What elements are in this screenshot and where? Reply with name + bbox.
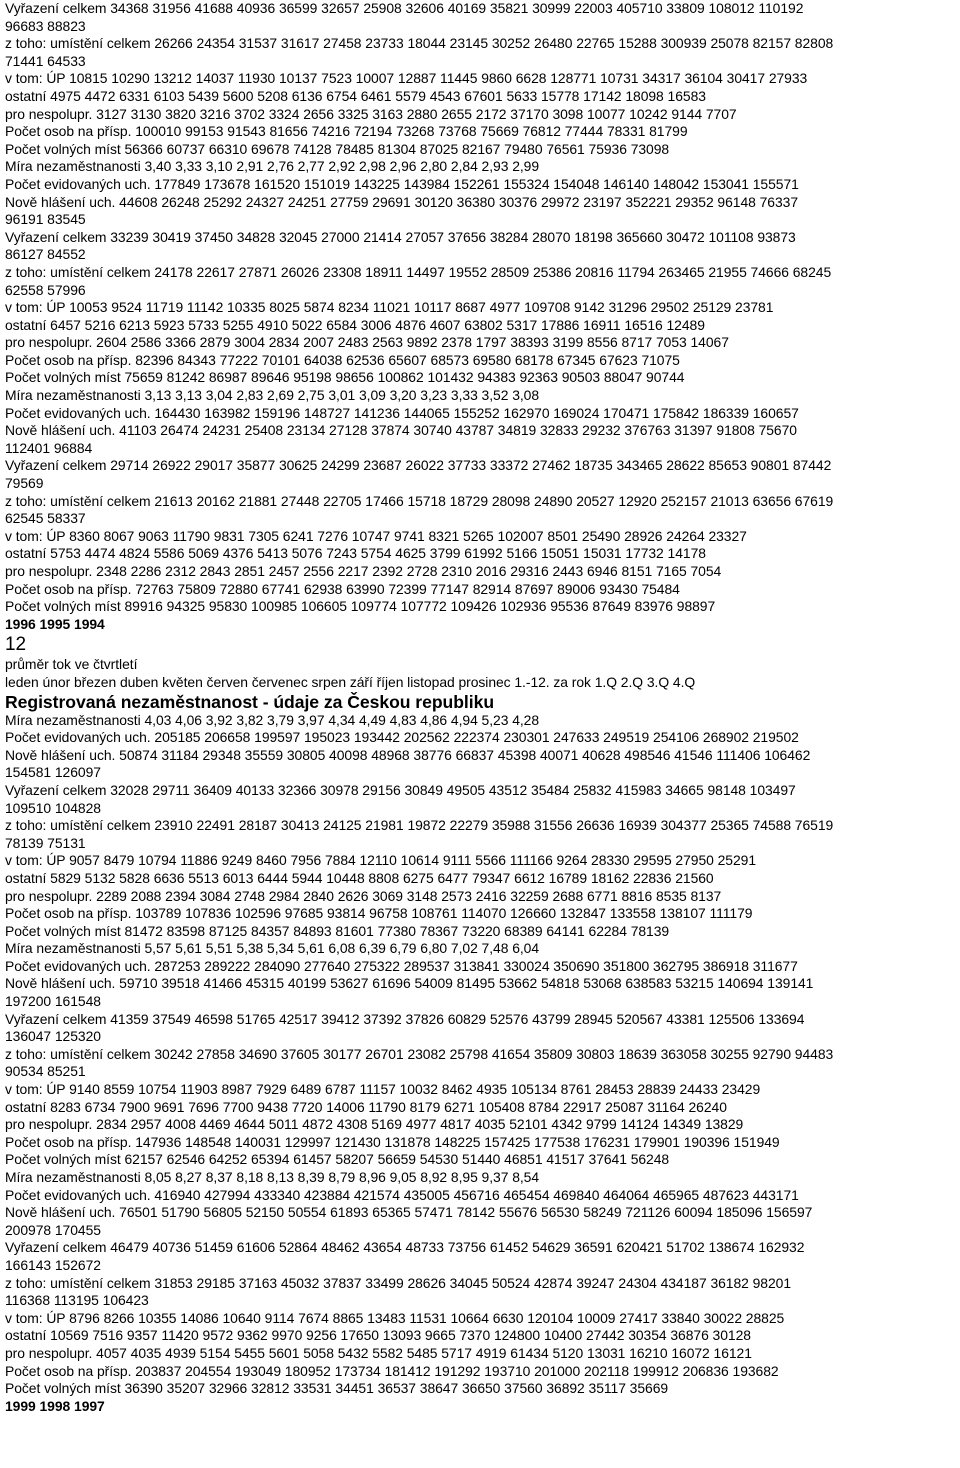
text-line: Nově hlášení uch. 50874 31184 29348 35559 30805 40098 48968 38776 66837 45398 40071 40628 498546 41546 111406 106462 bbox=[5, 746, 811, 763]
text-line: pro nespolupr. 4057 4035 4939 5154 5455 5601 5058 5432 5582 5485 5717 4919 61434 5120 13031 16210 16072 16121 bbox=[5, 1344, 752, 1361]
text-line: 71441 64533 bbox=[5, 52, 86, 69]
text-line: ostatní 6457 5216 6213 5923 5733 5255 4910 5022 6584 3006 4876 4607 63802 5317 17886 16911 16516 12489 bbox=[5, 316, 705, 333]
text-line: 116368 113195 106423 bbox=[5, 1292, 149, 1309]
text-line: z toho: umístění celkem 21613 20162 21881 27448 22705 17466 15718 18729 28098 24890 20527 12920 252157 21013 63656 67619 bbox=[5, 492, 834, 509]
text-line: z toho: umístění celkem 30242 27858 34690 37605 30177 26701 23082 25798 41654 35809 30803 18639 363058 30255 92790 94483 bbox=[5, 1045, 834, 1062]
text-line: 112401 96884 bbox=[5, 439, 93, 456]
text-line: Počet evidovaných uch. 287253 289222 284090 277640 275322 289537 313841 330024 350690 351800 362795 386918 311677 bbox=[5, 957, 798, 974]
text-line: Vyřazení celkem 41359 37549 46598 51765 42517 39412 37392 37826 60829 52576 43799 28945 520567 43381 125506 133694 bbox=[5, 1010, 805, 1027]
text-line: Počet volných míst 36390 35207 32966 32812 33531 34451 36537 38647 36650 37560 36892 35117 35669 bbox=[5, 1380, 669, 1397]
year-header: 1999 1998 1997 bbox=[5, 1397, 105, 1414]
text-line: Míra nezaměstnanosti 5,57 5,61 5,51 5,38 5,34 5,61 6,08 6,39 6,79 6,80 7,02 7,48 6,04 bbox=[5, 940, 540, 957]
text-line: v tom: ÚP 10815 10290 13212 14037 11930 10137 7523 10007 12887 11445 9860 6628 128771 10731 34317 36104 30417 27933 bbox=[5, 70, 808, 87]
text-line: z toho: umístění celkem 23910 22491 28187 30413 24125 21981 19872 22279 35988 31556 26636 16939 304377 25365 74588 76519 bbox=[5, 817, 834, 834]
text-line: 109510 104828 bbox=[5, 799, 101, 816]
text-line: 200978 170455 bbox=[5, 1221, 101, 1238]
text-line: Počet evidovaných uch. 177849 173678 161520 151019 143225 143984 152261 155324 154048 146140 148042 153041 155571 bbox=[5, 175, 799, 192]
text-line: z toho: umístění celkem 24178 22617 27871 26026 23308 18911 14497 19552 28509 25386 20816 11794 263465 21955 74666 68245 bbox=[5, 263, 832, 280]
text-line: v tom: ÚP 8796 8266 10355 14086 10640 9114 7674 8865 13483 11531 10664 6630 120104 10009 27417 33840 30022 28825 bbox=[5, 1309, 785, 1326]
text-line: Počet volných míst 81472 83598 87125 84357 84893 81601 77380 78367 73220 68389 64141 62284 78139 bbox=[5, 922, 670, 939]
text-line: 79569 bbox=[5, 475, 44, 492]
text-line: 86127 84552 bbox=[5, 246, 86, 263]
text-line: Vyřazení celkem 46479 40736 51459 61606 52864 48462 43654 48733 73756 61452 54629 36591 620421 51702 138674 162932 bbox=[5, 1239, 805, 1256]
text-line: z toho: umístění celkem 26266 24354 31537 31617 27458 23733 18044 23145 30252 26480 22765 15288 300939 25078 82157 82808 bbox=[5, 35, 834, 52]
text-line: Míra nezaměstnanosti 3,40 3,33 3,10 2,91 2,76 2,77 2,92 2,98 2,96 2,80 2,84 2,93 2,99 bbox=[5, 158, 540, 175]
text-line: Vyřazení celkem 34368 31956 41688 40936 36599 32657 25908 32606 40169 35821 30999 22003 405710 33809 108012 110192 bbox=[5, 0, 804, 16]
text-line: Počet osob na přísp. 100010 99153 91543 81656 74216 72194 73268 73768 75669 76812 77444 78331 81799 bbox=[5, 123, 688, 140]
text-line: Nově hlášení uch. 76501 51790 56805 52150 50554 61893 65365 57471 78142 55676 56530 58249 721126 60094 185096 156597 bbox=[5, 1204, 813, 1221]
text-line: 96191 83545 bbox=[5, 211, 86, 228]
text-line: pro nespolupr. 2604 2586 3366 2879 3004 2834 2007 2483 2563 9892 2378 1797 38393 3199 8556 8717 7053 14067 bbox=[5, 334, 729, 351]
year-header: 1996 1995 1994 bbox=[5, 615, 105, 632]
text-line: Počet osob na přísp. 82396 84343 77222 70101 64038 62536 65607 68573 69580 68178 67345 67623 71075 bbox=[5, 351, 680, 368]
text-line: 62558 57996 bbox=[5, 281, 86, 298]
text-line: Vyřazení celkem 32028 29711 36409 40133 32366 30978 29156 30849 49505 43512 35484 25832 415983 34665 98148 103497 bbox=[5, 781, 796, 798]
text-line: Nově hlášení uch. 44608 26248 25292 24327 24251 27759 29691 30120 36380 30376 29972 23197 352221 29352 96148 76337 bbox=[5, 193, 798, 210]
text-line: v tom: ÚP 8360 8067 9063 11790 9831 7305 6241 7276 10747 9741 8321 5265 102007 8501 25490 28926 24264 23327 bbox=[5, 527, 747, 544]
text-line: v tom: ÚP 9057 8479 10794 11886 9249 8460 7956 7884 12110 10614 9111 5566 111166 9264 28330 29595 27950 25291 bbox=[5, 852, 756, 869]
text-line: Počet osob na přísp. 203837 204554 193049 180952 173734 181412 191292 193710 201000 202118 199912 206836 193682 bbox=[5, 1362, 779, 1379]
text-line: 154581 126097 bbox=[5, 764, 101, 781]
text-line: ostatní 5829 5132 5828 6636 5513 6013 6444 5944 10448 8808 6275 6477 79347 6612 16789 18162 22836 21560 bbox=[5, 869, 714, 886]
text-line: Míra nezaměstnanosti 4,03 4,06 3,92 3,82 3,79 3,97 4,34 4,49 4,83 4,86 4,94 5,23 4,28 bbox=[5, 711, 540, 728]
text-line: 136047 125320 bbox=[5, 1028, 101, 1045]
text-line: Počet volných míst 89916 94325 95830 100985 106605 109774 107772 109426 102936 95536 87649 83976 98897 bbox=[5, 598, 716, 615]
text-line: Počet evidovaných uch. 416940 427994 433340 423884 421574 435005 456716 465454 469840 464064 465965 487623 443171 bbox=[5, 1186, 799, 1203]
text-line: Počet evidovaných uch. 205185 206658 199597 195023 193442 202562 222374 230301 247633 249519 254106 268902 219502 bbox=[5, 729, 799, 746]
section-heading: Registrovaná nezaměstnanost - údaje za Českou republiku bbox=[5, 691, 495, 712]
text-line: Počet volných míst 62157 62546 64252 65394 61457 58207 56659 54530 51440 46851 41517 37641 56248 bbox=[5, 1151, 670, 1168]
text-line: ostatní 8283 6734 7900 9691 7696 7700 9438 7720 14006 11790 8179 6271 105408 8784 22917 25087 31164 26240 bbox=[5, 1098, 727, 1115]
text-line: Počet evidovaných uch. 164430 163982 159196 148727 141236 144065 155252 162970 169024 170471 175842 186339 160657 bbox=[5, 404, 799, 421]
text-line: pro nespolupr. 2289 2088 2394 3084 2748 2984 2840 2626 3069 3148 2573 2416 32259 2688 6771 8816 8535 8137 bbox=[5, 887, 722, 904]
text-line: pro nespolupr. 2348 2286 2312 2843 2851 2457 2556 2217 2392 2728 2310 2016 29316 2443 6946 8151 7165 7054 bbox=[5, 563, 722, 579]
text-line: Počet osob na přísp. 72763 75809 72880 67741 62938 63990 72399 77147 82914 87697 89006 93430 75484 bbox=[5, 580, 680, 597]
text-line: pro nespolupr. 2834 2957 4008 4469 4644 5011 4872 4308 5169 4977 4817 4035 52101 4342 9799 14124 14349 13829 bbox=[5, 1116, 744, 1133]
text-line: Míra nezaměstnanosti 3,13 3,13 3,04 2,83 2,69 2,75 3,01 3,09 3,20 3,23 3,33 3,52 3,08 bbox=[5, 387, 540, 404]
text-line: 166143 152672 bbox=[5, 1256, 101, 1273]
text-line: ostatní 4975 4472 6331 6103 5439 5600 5208 6136 6754 6461 5579 4543 67601 5633 15778 17142 18098 16583 bbox=[5, 87, 706, 104]
text-line: 12 bbox=[5, 634, 27, 656]
text-line: 96683 88823 bbox=[5, 17, 86, 34]
text-line: 90534 85251 bbox=[5, 1063, 86, 1080]
text-line: Vyřazení celkem 33239 30419 37450 34828 32045 27000 21414 27057 37656 38284 28070 18198 365660 30472 101108 93873 bbox=[5, 228, 796, 245]
text-line: v tom: ÚP 9140 8559 10754 11903 8987 7929 6489 6787 11157 10032 8462 4935 105134 8761 28453 28839 24433 23429 bbox=[5, 1081, 761, 1098]
text-line: Počet volných míst 56366 60737 66310 69678 74128 78485 81304 87025 82167 79480 76561 75936 73098 bbox=[5, 140, 670, 157]
text-line: Nově hlášení uch. 59710 39518 41466 45315 40199 53627 61696 54009 81495 53662 54818 53068 638583 53215 140694 139141 bbox=[5, 975, 814, 992]
text-line: Nově hlášení uch. 41103 26474 24231 25408 23134 27128 37874 30740 43787 34819 32833 29232 376763 31397 91808 75670 bbox=[5, 422, 797, 439]
text-line: ostatní 5753 4474 4824 5586 5069 4376 5413 5076 7243 5754 4625 3799 61992 5166 15051 15031 17732 14178 bbox=[5, 545, 706, 562]
text-line: 62545 58337 bbox=[5, 510, 86, 527]
text-line: Vyřazení celkem 29714 26922 29017 35877 30625 24299 23687 26022 37733 33372 27462 18735 343465 28622 85653 90801 87442 bbox=[5, 457, 832, 474]
text-line: Míra nezaměstnanosti 8,05 8,27 8,37 8,18 8,13 8,39 8,79 8,96 9,05 8,92 8,95 9,37 8,54 bbox=[5, 1169, 540, 1185]
text-line: leden únor březen duben květen červen červenec srpen září říjen listopad prosinec 1.-12. za rok 1.Q 2.Q 3.Q 4.Q bbox=[5, 673, 696, 690]
text-line: z toho: umístění celkem 31853 29185 37163 45032 37837 33499 28626 34045 50524 42874 39247 24304 434187 36182 98201 bbox=[5, 1274, 791, 1291]
text-line: Počet osob na přísp. 103789 107836 102596 97685 93814 96758 108761 114070 126660 132847 133558 138107 111179 bbox=[5, 905, 753, 922]
text-line: v tom: ÚP 10053 9524 11719 11142 10335 8025 5874 8234 11021 10117 8687 4977 109708 9142 31296 29502 25129 23781 bbox=[5, 299, 774, 316]
text-line: pro nespolupr. 3127 3130 3820 3216 3702 3324 2656 3325 3163 2880 2655 2172 37170 3098 10077 10242 9144 7707 bbox=[5, 105, 737, 122]
text-line: Počet volných míst 75659 81242 86987 89646 95198 98656 100862 101432 94383 92363 90503 88047 90744 bbox=[5, 369, 685, 386]
text-line: ostatní 10569 7516 9357 11420 9572 9362 9970 9256 17650 13093 9665 7370 124800 10400 27442 30354 36876 30128 bbox=[5, 1327, 751, 1344]
text-line: 78139 75131 bbox=[5, 834, 86, 851]
text-line: průměr tok ve čtvrtletí bbox=[5, 656, 138, 673]
text-line: 197200 161548 bbox=[5, 993, 101, 1010]
text-line: Počet osob na přísp. 147936 148548 140031 129997 121430 131878 148225 157425 177538 176231 179901 190396 151949 bbox=[5, 1133, 780, 1150]
